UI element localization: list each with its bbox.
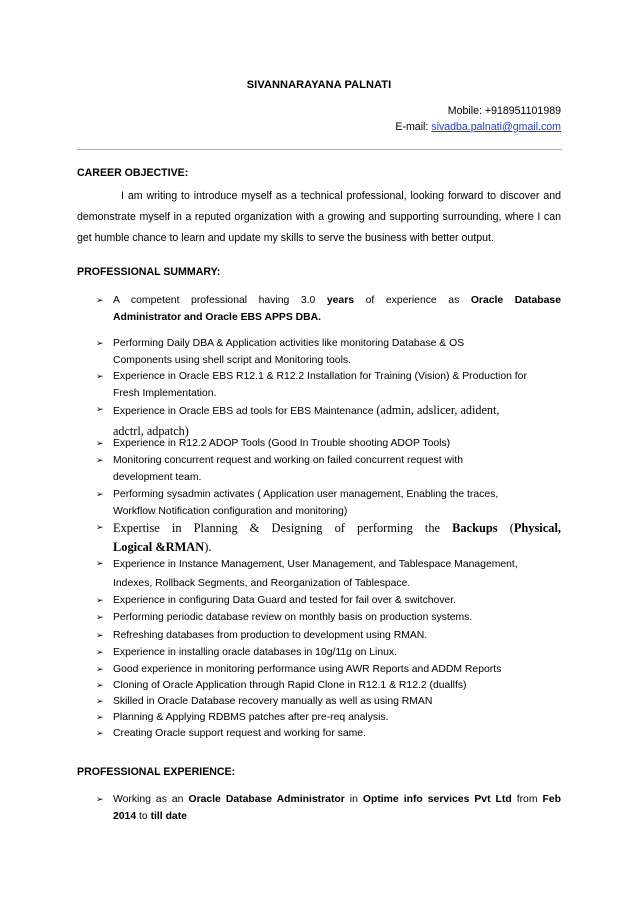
list-item: ➢ Experience in Instance Management, User Management, and Tablespace Management, Indexes, Rollback Segments, and Reorganization of Tablespace. (113, 555, 561, 593)
bullet-arrow-icon: ➢ (96, 339, 104, 349)
bullet-arrow-icon: ➢ (96, 681, 104, 691)
bullet-arrow-icon: ➢ (96, 631, 104, 641)
bullet-arrow-icon: ➢ (96, 456, 104, 466)
list-item: ➢ Cloning of Oracle Application through Rapid Clone in R12.1 & R12.2 (duallfs) (113, 678, 561, 695)
bullet-arrow-icon: ➢ (96, 596, 104, 606)
mobile-number: Mobile: +918951101989 (447, 105, 561, 117)
bullet-arrow-icon: ➢ (96, 405, 104, 415)
bullet-arrow-icon: ➢ (96, 795, 104, 805)
list-item: ➢ Skilled in Oracle Database recovery manually as well as using RMAN (113, 694, 561, 711)
bullet-arrow-icon: ➢ (96, 523, 104, 533)
professional-experience-heading: PROFESSIONAL EXPERIENCE: (77, 766, 236, 778)
bullet-arrow-icon: ➢ (96, 296, 104, 306)
career-objective-heading: CAREER OBJECTIVE: (77, 167, 189, 179)
bullet-arrow-icon: ➢ (96, 372, 104, 382)
bullet-arrow-icon: ➢ (96, 713, 104, 723)
list-item: ➢ Performing periodic database review on monthly basis on production systems. (113, 610, 561, 627)
bullet-arrow-icon: ➢ (96, 648, 104, 658)
header-divider (77, 149, 562, 150)
list-item: ➢ Creating Oracle support request and working for same. (113, 726, 561, 743)
list-item: ➢ Good experience in monitoring performance using AWR Reports and ADDM Reports (113, 662, 561, 679)
bullet-arrow-icon: ➢ (96, 490, 104, 500)
list-item: ➢ Refreshing databases from production to development using RMAN. (113, 628, 561, 645)
bullet-arrow-icon: ➢ (96, 729, 104, 739)
email-label: E-mail: (395, 121, 432, 133)
career-objective-text: I am writing to introduce myself as a technical professional, looking forward to discover and demonstrate myself in a reputed organization with a growing and supporting surrounding, where I can get humble chance to learn and update my skills to serve the business with better output. (77, 190, 561, 244)
list-item: ➢ Experience in R12.2 ADOP Tools (Good In Trouble shooting ADOP Tools) (113, 436, 561, 453)
list-item: ➢ Performing sysadmin activates ( Application user management, Enabling the traces, Workflow Notification configuration and monitoring) (96, 489, 499, 517)
professional-summary-heading: PROFESSIONAL SUMMARY: (77, 266, 221, 278)
list-item: ➢ Experience in Oracle EBS R12.1 & R12.2 Installation for Training (Vision) & Production for Fresh Implementation. (96, 371, 527, 399)
list-item: ➢ Experience in Oracle EBS ad tools for EBS Maintenance (admin, adslicer, adident, adctrl, adpatch) (96, 403, 500, 438)
list-item: ➢ Experience in configuring Data Guard and tested for fail over & switchover. (113, 593, 561, 610)
bullet-arrow-icon: ➢ (96, 665, 104, 675)
list-item: ➢ Performing Daily DBA & Application activities like monitoring Database & OS Components using shell script and Monitoring tools. (96, 338, 465, 366)
email-line (395, 121, 561, 133)
bullet-arrow-icon: ➢ (96, 613, 104, 623)
list-item: ➢ Expertise in Planning & Designing of performing the Backups (Physical, Logical &RMAN). (96, 521, 561, 554)
list-item: ➢ Planning & Applying RDBMS patches after pre-req analysis. (113, 710, 561, 727)
bullet-arrow-icon: ➢ (96, 439, 104, 449)
email-link[interactable]: sivadba.palnati@gmail.com (431, 121, 561, 133)
candidate-name: SIVANNARAYANA PALNATI (246, 79, 392, 91)
list-item: ➢ Experience in installing oracle databases in 10g/11g on Linux. (113, 645, 561, 662)
list-item: ➢ A competent professional having 3.0 years of experience as Oracle Database Administrator and Oracle EBS APPS DBA. (96, 295, 561, 323)
bullet-arrow-icon: ➢ (96, 697, 104, 707)
list-item: ➢ Working as an Oracle Database Administrator in Optime info services Pvt Ltd from Feb 2014 to till date (96, 794, 561, 822)
list-item: ➢ Monitoring concurrent request and working on failed concurrent request with development team. (96, 455, 464, 483)
bullet-arrow-icon: ➢ (96, 559, 104, 569)
